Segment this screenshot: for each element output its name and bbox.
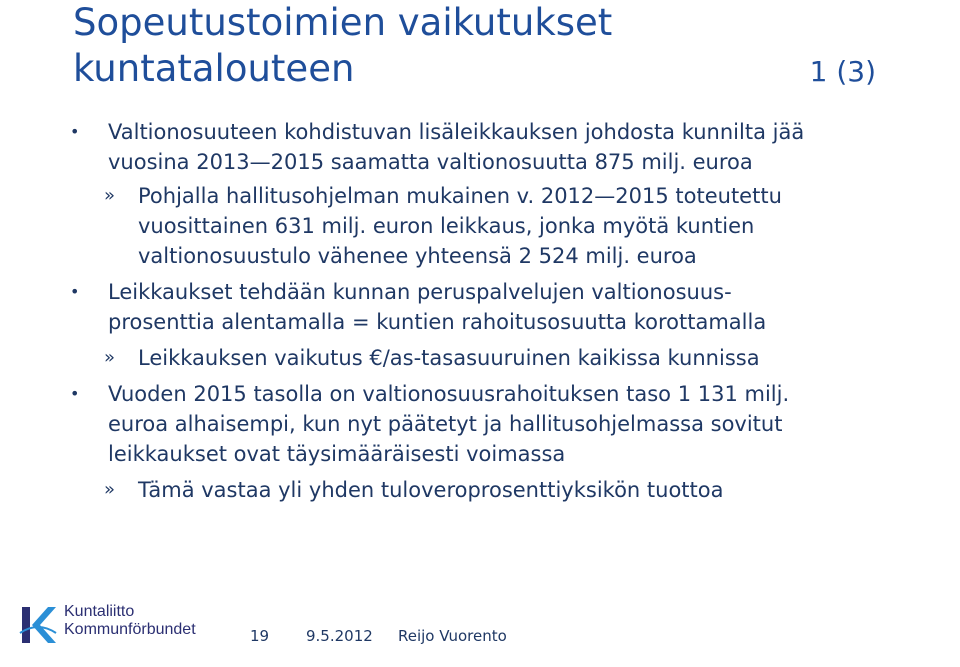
k-logo-icon xyxy=(18,603,58,647)
bullet-marker: • xyxy=(70,122,80,141)
slide-date: 9.5.2012 xyxy=(306,627,373,645)
slide-author: Reijo Vuorento xyxy=(398,627,507,645)
bullet-list xyxy=(70,117,950,505)
bullet-text: Valtionosuuteen kohdistuvan lisäleikkauksen johdosta kunnilta jää xyxy=(108,120,805,144)
bullet-item-1 xyxy=(70,117,950,177)
kuntaliitto-logo xyxy=(18,603,196,647)
page-number: 19 xyxy=(250,627,270,645)
bullet-text: prosenttia alentamalla = kuntien rahoitusosuutta korottamalla xyxy=(108,310,767,334)
title-line-1: Sopeutustoimien vaikutukset xyxy=(73,1,613,44)
slide-title xyxy=(73,0,893,92)
bullet-text: euroa alhaisempi, kun nyt päätetyt ja hallitusohjelmassa sovitut xyxy=(108,412,783,436)
bullet-text: vuosina 2013—2015 saamatta valtionosuutta 875 milj. euroa xyxy=(108,150,753,174)
logo-wordmark xyxy=(64,603,196,639)
bullet-text: leikkaukset ovat täysimääräisesti voimassa xyxy=(108,442,566,466)
bullet-text: Vuoden 2015 tasolla on valtionosuusrahoituksen taso 1 131 milj. xyxy=(108,382,790,406)
sub-bullet-item-3 xyxy=(70,475,950,505)
bullet-item-2 xyxy=(70,277,950,337)
logo-line-2: Kommunförbundet xyxy=(64,621,196,638)
bullet-text: Leikkauksen vaikutus €/as-tasasuuruinen kaikissa kunnissa xyxy=(138,346,760,370)
title-line-2: kuntatalouteen xyxy=(73,47,355,90)
bullet-item-3 xyxy=(70,379,950,469)
bullet-text: Tämä vastaa yli yhden tuloveroprosenttiyksikön tuottoa xyxy=(138,478,724,502)
bullet-marker: • xyxy=(70,282,80,301)
bullet-text: valtionosuustulo vähenee yhteensä 2 524 milj. euroa xyxy=(138,244,697,268)
bullet-text: vuosittainen 631 milj. euron leikkaus, jonka myötä kuntien xyxy=(138,214,755,238)
sub-bullet-item-1 xyxy=(70,181,950,271)
bullet-text: Pohjalla hallitusohjelman mukainen v. 2012—2015 toteutettu xyxy=(138,184,782,208)
sub-bullet-marker: » xyxy=(104,185,116,206)
sub-bullet-item-2 xyxy=(70,343,950,373)
slide-footer xyxy=(0,597,960,667)
bullet-text: Leikkaukset tehdään kunnan peruspalvelujen valtionosuus- xyxy=(108,280,732,304)
sub-bullet-marker: » xyxy=(104,347,116,368)
sub-bullet-marker: » xyxy=(104,479,116,500)
bullet-marker: • xyxy=(70,384,80,403)
logo-line-1: Kuntaliitto xyxy=(64,603,135,620)
page-reference: 1 (3) xyxy=(809,55,876,88)
